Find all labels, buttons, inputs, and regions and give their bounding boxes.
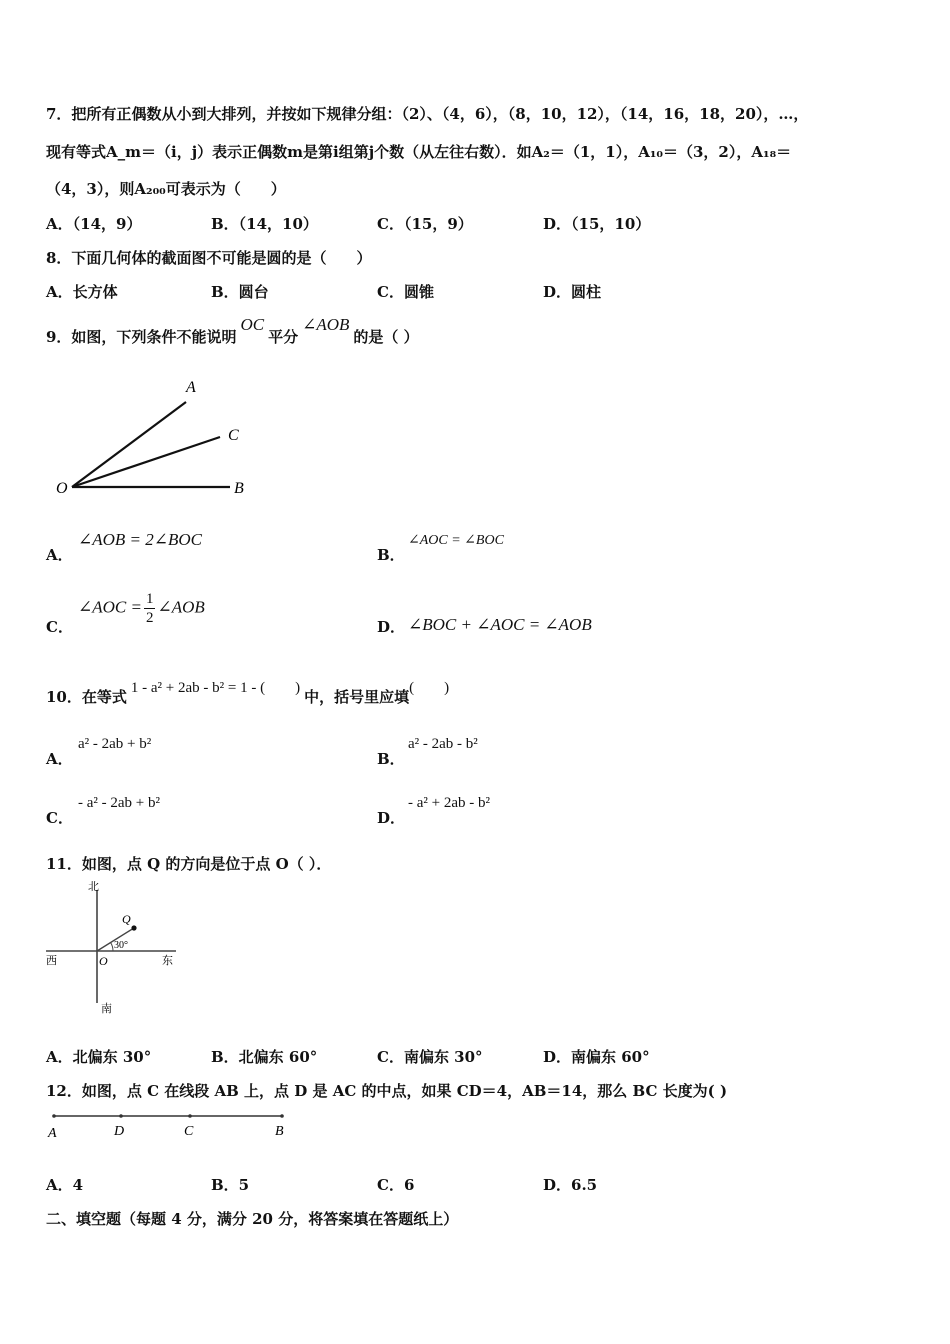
q10-option-c: - a² - 2ab + b² [78, 795, 161, 811]
ray-oc [72, 437, 220, 487]
q10-option-b: a² - 2ab - b² [408, 736, 478, 752]
q9-angle-aob: ∠AOB [302, 315, 350, 334]
q9-stem [46, 315, 419, 347]
label-angle: 30° [114, 940, 128, 951]
q10-stem [46, 680, 450, 707]
q10-stem-b: 中，括号里应填 [304, 688, 410, 706]
q11-option-d: D．南偏东 60° [543, 1048, 650, 1066]
section2-title: 二、填空题（每题 4 分，满分 20 分，将答案填在答题纸上） [46, 1210, 459, 1228]
label-c: C [184, 1124, 194, 1139]
fraction-numerator: 1 [145, 591, 154, 607]
q9-option-c-right: ∠AOB [157, 597, 205, 617]
q12-option-b: B．5 [211, 1176, 250, 1194]
q9-option-c-left: ∠AOC = [78, 597, 142, 617]
label-a: A [48, 1126, 57, 1141]
q7-option-d: D．（15，10） [543, 215, 651, 233]
q11-option-a: A．北偏东 30° [46, 1048, 152, 1066]
q8-option-c: C．圆锥 [377, 283, 434, 301]
fraction-one-half [144, 590, 156, 627]
q10-paren: ( ) [409, 680, 450, 696]
q11-stem: 11．如图，点 Q 的方向是位于点 O（ ）． [46, 855, 332, 873]
q9-option-b: ∠AOC = ∠BOC [408, 533, 504, 548]
q10-option-b-label: B． [377, 750, 405, 768]
fraction-denominator: 2 [145, 610, 154, 626]
q10-option-d-label: D． [377, 809, 406, 827]
q7-line3: （4，3），则A₂₀₀可表示为（ ） [46, 180, 286, 198]
q9-option-a: ∠AOB = 2∠BOC [78, 530, 203, 549]
point-d [119, 1114, 123, 1118]
q7-option-b: B．（14，10） [211, 215, 318, 233]
q10-option-d: - a² + 2ab - b² [408, 795, 491, 811]
label-west: 西 [46, 955, 57, 967]
q9-option-d-label: D． [377, 618, 406, 636]
label-b: B [234, 480, 244, 497]
q8-option-a: A．长方体 [46, 283, 118, 301]
label-d: D [114, 1124, 125, 1139]
q7-option-a: A．（14，9） [46, 215, 142, 233]
q7-line2: 现有等式A_m＝（i，j）表示正偶数m是第i组第j个数（从左往右数）．如A₂＝（1，1），A₁₀＝（3，2），A₁₈＝ [46, 143, 792, 161]
q7-line1: 7．把所有正偶数从小到大排列，并按如下规律分组：（2）、（4，6），（8，10，12），（14，16，18，20），…， [46, 105, 809, 123]
label-c: C [228, 427, 239, 444]
q9-option-c [78, 590, 205, 627]
point-b [280, 1114, 284, 1118]
point-a [52, 1114, 56, 1118]
q12-segment-figure [44, 1105, 294, 1145]
label-origin: O [99, 954, 108, 968]
q12-option-d: D．6.5 [543, 1176, 598, 1194]
q12-option-c: C．6 [377, 1176, 415, 1194]
ray-oa [72, 402, 186, 487]
q9-stem-a: 9．如图，下列条件不能说明 [46, 328, 237, 346]
q9-stem-b: 平分 [268, 328, 299, 346]
q10-option-c-label: C． [46, 809, 73, 827]
q9-option-a-label: A． [46, 546, 73, 564]
angle-arc [111, 943, 113, 952]
q7-option-c: C．（15，9） [377, 215, 473, 233]
label-south: 南 [101, 1003, 112, 1015]
q12-stem: 12．如图，点 C 在线段 AB 上，点 D 是 AC 的中点，如果 CD＝4，AB＝14，那么 BC 长度为( ) [46, 1082, 728, 1100]
q9-ray-oc: OC [240, 315, 265, 334]
q10-option-a: a² - 2ab + b² [78, 736, 152, 752]
q10-stem-a: 10．在等式 [46, 688, 127, 706]
point-q [131, 925, 136, 930]
q10-equation: 1 - a² + 2ab - b² = 1 - ( ) [130, 680, 301, 696]
point-c [188, 1114, 192, 1118]
q12-option-a: A．4 [46, 1176, 84, 1194]
q8-option-b: B．圆台 [211, 283, 269, 301]
q9-option-c-label: C． [46, 618, 73, 636]
label-east: 东 [162, 955, 173, 967]
q11-compass-figure [44, 878, 184, 1018]
label-b: B [275, 1124, 284, 1139]
q8-stem: 8．下面几何体的截面图不可能是圆的是（ ） [46, 249, 372, 267]
q11-option-c: C．南偏东 30° [377, 1048, 483, 1066]
q9-stem-c: 的是（ ） [353, 328, 419, 346]
q11-option-b: B．北偏东 60° [211, 1048, 318, 1066]
label-o: O [56, 480, 68, 497]
label-north: 北 [88, 881, 99, 893]
label-q: Q [122, 912, 131, 926]
q9-option-d: ∠BOC + ∠AOC = ∠AOB [408, 615, 592, 634]
q9-option-b-label: B． [377, 546, 405, 564]
q10-option-a-label: A． [46, 750, 73, 768]
label-a: A [186, 379, 196, 396]
q9-angle-figure [50, 372, 260, 502]
q8-option-d: D．圆柱 [543, 283, 602, 301]
